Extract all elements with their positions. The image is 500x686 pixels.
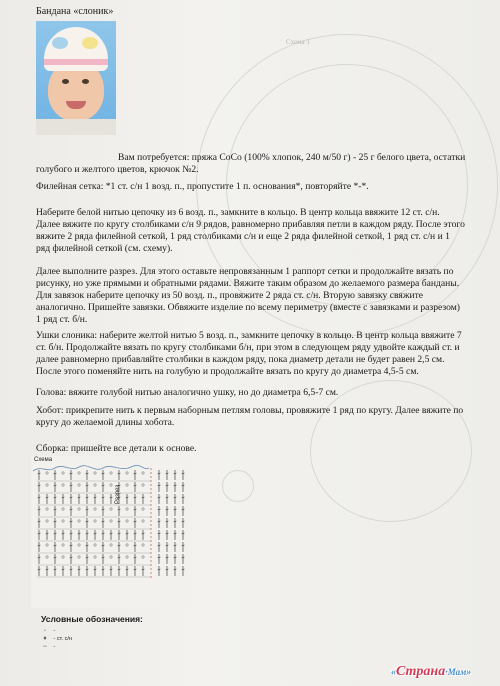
- chain-stitch-mark: [142, 556, 144, 558]
- chain-stitch-mark: [126, 556, 128, 558]
- cut-label: Разрез: [115, 484, 121, 504]
- bandana-hat: [44, 27, 108, 71]
- baby-photo: [36, 21, 116, 135]
- chain-stitch-mark: [126, 484, 128, 486]
- legend-item: [38, 644, 55, 650]
- chain-stitch-mark: [110, 508, 112, 510]
- legend-symbol: ǂ: [43, 636, 47, 642]
- chain-stitch-mark: [94, 556, 96, 558]
- materials-text: Вам потребуется: пряжа CoCo (100% хлопок, 240 м/50 г) - 25 г белого цвета, остатки голубого и желтого цветов, крючок №2.: [36, 152, 466, 175]
- chain-stitch-mark: [62, 544, 64, 546]
- elephant-ear: [82, 37, 98, 49]
- crochet-chart: [31, 464, 193, 584]
- chain-stitch-mark: [62, 556, 64, 558]
- paragraph-cut: Далее выполните разрез. Для этого оставьте непровязанным 1 раппорт сетки и продолжайте вязать по рисунку, но уже прямыми и обратными рядами. Вяжите таким образом до желаемого размера банданы. Для завязок наберите цепочку из 50 возд. п., провяжите 2 ряда ст. с/н. Вторую завязку свяжите аналогично. Пришейте завязки. Обвяжите изделие по всему периметру (вместе с завязками и разрезом) 1 ряд ст. б/н.: [36, 266, 460, 325]
- legend-symbol: ◦: [44, 628, 46, 634]
- chain-stitch-mark: [126, 544, 128, 546]
- chain-stitch-mark: [46, 556, 48, 558]
- elephant-ear: [52, 37, 68, 49]
- chain-stitch-mark: [94, 508, 96, 510]
- chain-stitch-mark: [142, 520, 144, 522]
- chain-stitch-mark: [94, 544, 96, 546]
- page-title: Бандана «слоник»: [36, 6, 114, 17]
- chain-stitch-mark: [78, 520, 80, 522]
- legend-item: [38, 628, 55, 634]
- chain-stitch-mark: [110, 520, 112, 522]
- crochet-diagram: [31, 456, 193, 608]
- chain-stitch-mark: [78, 544, 80, 546]
- chain-stitch-mark: [126, 520, 128, 522]
- legend-symbol: ◦◦: [43, 644, 47, 650]
- legend-item: [38, 636, 72, 642]
- chain-stitch-mark: [62, 508, 64, 510]
- chain-stitch-mark: [110, 484, 112, 486]
- handwritten-note: [31, 464, 151, 474]
- eye: [82, 79, 89, 84]
- diagram-label: Схема: [34, 457, 53, 463]
- hat-band: [44, 59, 108, 65]
- bleed-through-label: Схема 1: [286, 38, 310, 46]
- paragraph-start: Наберите белой нитью цепочку из 6 возд. п., замкните в кольцо. В центр кольца ввяжите 12 ст. с/н. Далее вяжите по кругу столбиками с/н 9 рядов, равномерно прибавляя петли в каждом ряду. После этого вяжите 2 ряда филейной сеткой, 1 ряд столбиками с/н и еще 2 ряда филейной сеткой, 1 ряд ст. с/н и 1 ряд филейной сеткой (см. схему).: [36, 207, 465, 254]
- bleed-through-circle: [222, 470, 254, 502]
- chain-stitch-mark: [78, 508, 80, 510]
- paragraph-head: Голова: вяжите голубой нитью аналогично ушку, но до диаметра 6,5-7 см.: [36, 387, 339, 398]
- shirt: [36, 119, 116, 135]
- site-watermark-logo: «Страна·Мам»: [391, 664, 472, 679]
- chain-stitch-mark: [46, 520, 48, 522]
- chain-stitch-mark: [46, 484, 48, 486]
- eye: [62, 79, 69, 84]
- chain-stitch-mark: [78, 484, 80, 486]
- chain-stitch-mark: [126, 508, 128, 510]
- chain-stitch-mark: [94, 484, 96, 486]
- legend-title: Условные обозначения:: [41, 614, 143, 624]
- paragraph-trunk: Хобот: прикрепите нить к первым наборным петлям головы, провяжите 1 ряд по кругу. Далее вяжите по кругу до желаемой длины хобота.: [36, 405, 464, 428]
- chain-stitch-mark: [142, 544, 144, 546]
- chain-stitch-mark: [78, 556, 80, 558]
- chain-stitch-mark: [142, 484, 144, 486]
- chain-stitch-mark: [110, 556, 112, 558]
- legend-text: -: [53, 644, 56, 650]
- paragraph-ears: Ушки слоника: наберите желтой нитью 5 возд. п., замкните цепочку в кольцо. В центр кольца ввяжите 7 ст. б/н. Продолжайте вязать по кругу столбиками б/н, при этом в следующем ряду удвойте каждый ст. и далее равномерно прибавляйте столбики в каждом ряду, пока диаметр детали не будет равен 2,5 см. После этого поменяйте нить на голубую и продолжайте вязать по кругу до диаметра 4,5-5 см.: [36, 330, 462, 377]
- chain-stitch-mark: [46, 508, 48, 510]
- paragraph-assembly: Сборка: пришейте все детали к основе.: [36, 443, 197, 454]
- chain-stitch-mark: [62, 520, 64, 522]
- chain-stitch-mark: [62, 484, 64, 486]
- legend-text: -: [53, 628, 56, 634]
- chain-stitch-mark: [94, 520, 96, 522]
- chain-stitch-mark: [46, 544, 48, 546]
- chain-stitch-mark: [142, 508, 144, 510]
- legend-text: - ст. с/н: [53, 636, 72, 642]
- chain-stitch-mark: [110, 544, 112, 546]
- paragraph-mesh: Филейная сетка: *1 ст. с/н 1 возд. п., пропустите 1 п. основания*, повторяйте *-*.: [36, 181, 369, 192]
